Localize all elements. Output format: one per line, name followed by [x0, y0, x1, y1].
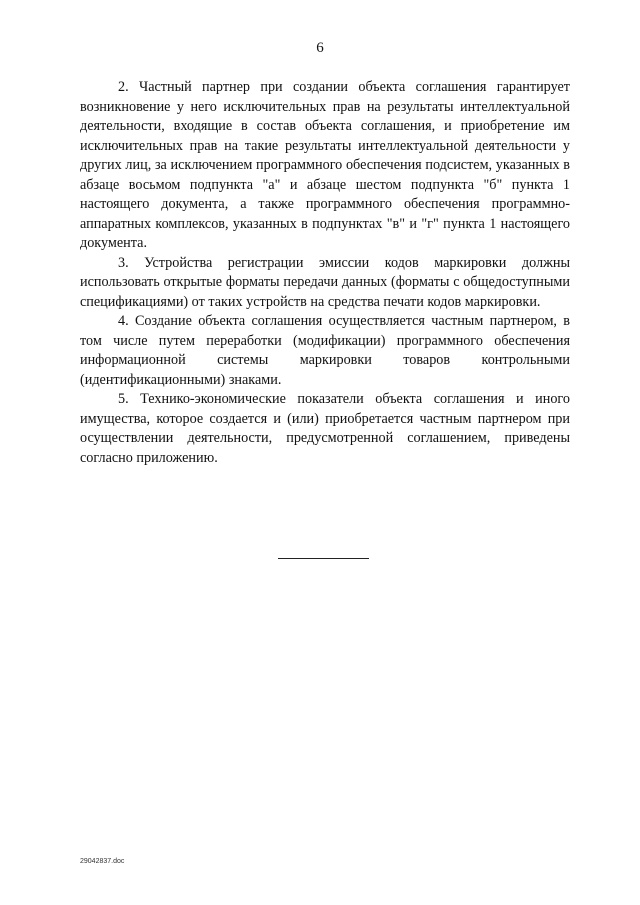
page-number: 6 — [316, 40, 324, 56]
paragraph-2: 2. Частный партнер при создании объекта соглашения гарантирует возникновение у него исключительных прав на результаты интеллектуальной деятельности, входящие в состав объекта соглашения, и приобретение им исключительных прав на такие результаты интеллектуальной деятельности у других лиц, за исключением программного обеспечения подсистем, указанных в абзаце восьмом подпункта "а" и абзаце шестом подпункта "б" пункта 1 настоящего документа, а также программного обеспечения программно-аппаратных комплексов, указанных в подпунктах "в" и "г" пункта 1 настоящего документа. — [80, 79, 570, 251]
paragraph-5: 5. Технико-экономические показатели объекта соглашения и иного имущества, которое создается и (или) приобретается частным партнером при осуществлении деятельности, предусмотренной соглашением, приведены согласно приложению. — [80, 391, 570, 466]
document-body — [80, 78, 570, 468]
end-separator-line — [278, 558, 369, 559]
footer-file-code: 29042837.doc — [80, 858, 125, 865]
paragraph-4: 4. Создание объекта соглашения осуществляется частным партнером, в том числе путем переработки (модификации) программного обеспечения информационной системы маркировки товаров контрольными (идентификационными) знаками. — [80, 313, 570, 388]
paragraph-3: 3. Устройства регистрации эмиссии кодов маркировки должны использовать открытые форматы передачи данных (форматы с общедоступными спецификациями) от таких устройств на средства печати кодов маркировки. — [80, 254, 570, 310]
